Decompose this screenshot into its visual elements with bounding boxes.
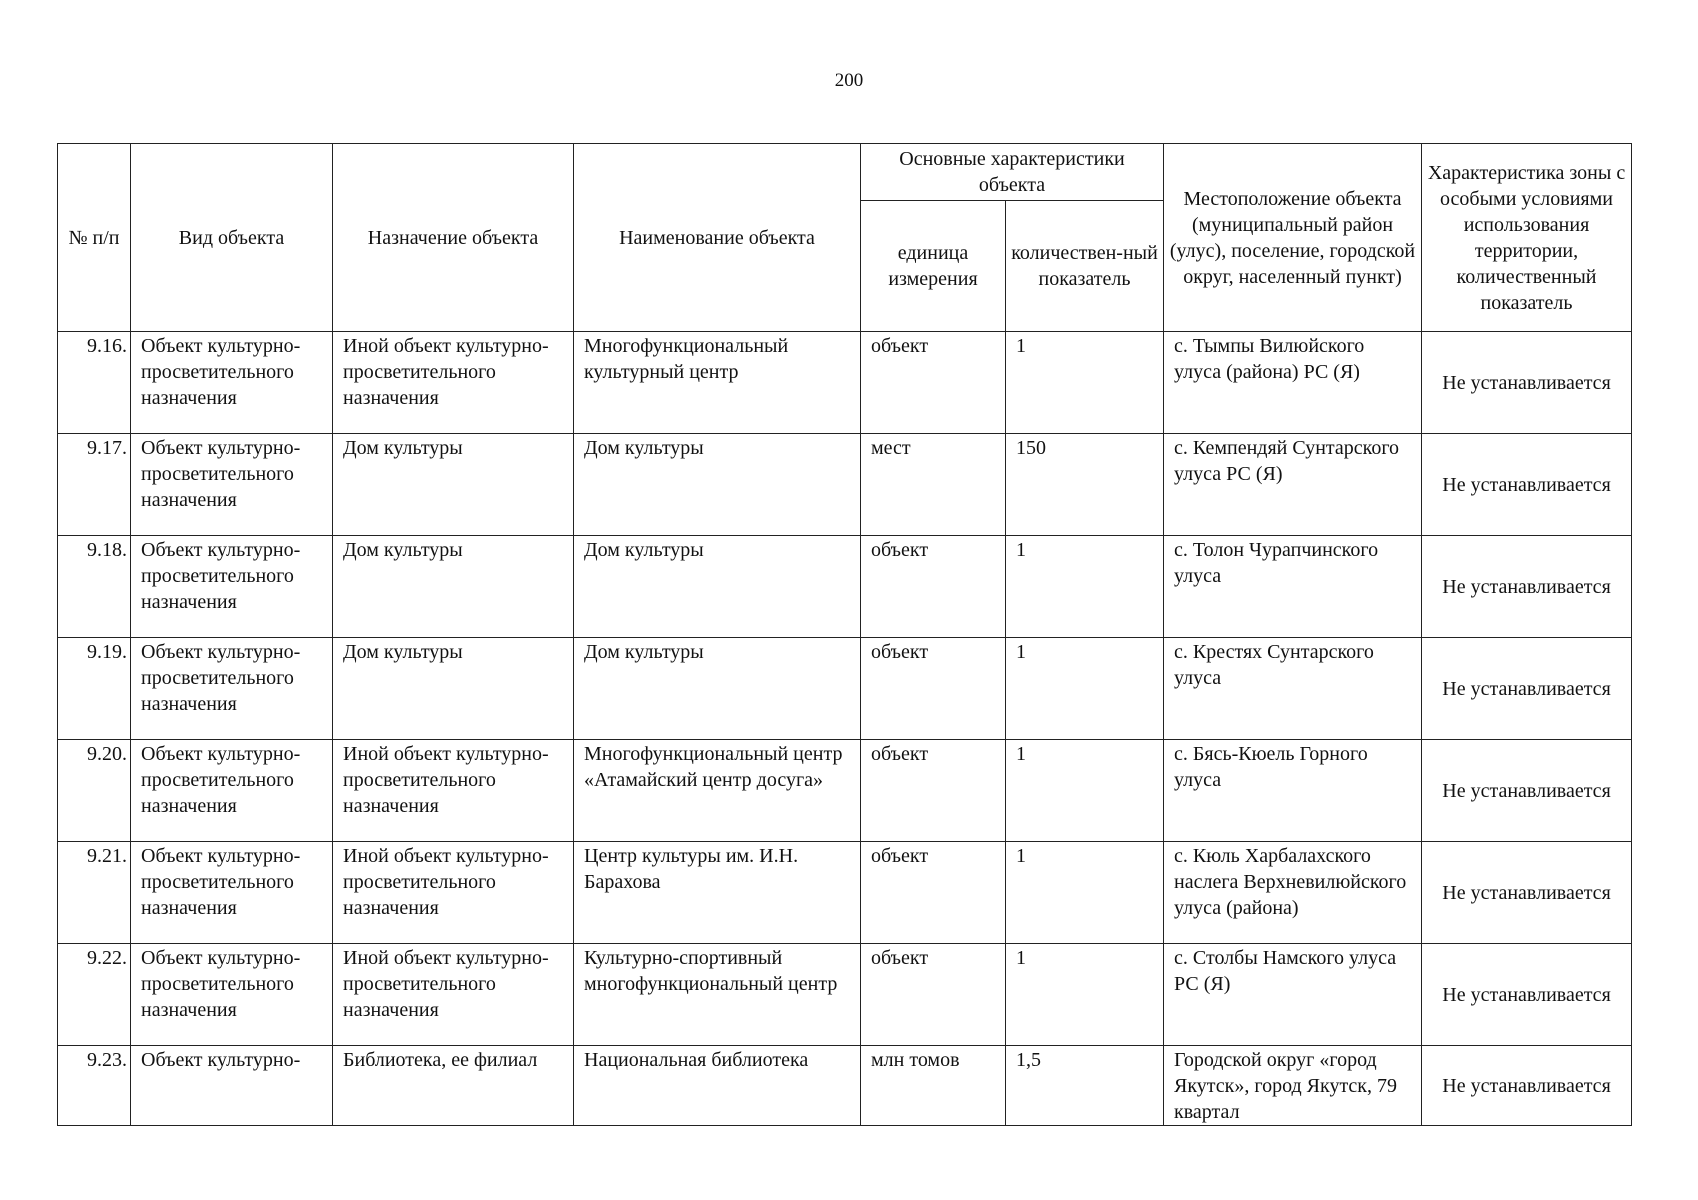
zone-characteristic: Не устанавливается: [1422, 332, 1632, 434]
object-purpose: Дом культуры: [333, 638, 574, 740]
table-row: [58, 536, 1632, 638]
header-quantity: количествен-ный показатель: [1006, 201, 1164, 332]
row-number: 9.17.: [58, 434, 131, 536]
page-number: 200: [834, 70, 864, 91]
row-number: 9.19.: [58, 638, 131, 740]
object-name: Национальная библиотека: [574, 1046, 861, 1126]
object-kind: Объект культурно-: [131, 1046, 333, 1126]
table-row: [58, 638, 1632, 740]
header-unit: единица измерения: [861, 201, 1006, 332]
table-row: [58, 944, 1632, 1046]
object-kind: Объект культурно-просветительного назначения: [131, 944, 333, 1046]
zone-characteristic: Не устанавливается: [1422, 536, 1632, 638]
object-location: с. Тымпы Вилюйского улуса (района) РС (Я): [1164, 332, 1422, 434]
table-row: [58, 434, 1632, 536]
quantity-value: 150: [1006, 434, 1164, 536]
zone-characteristic: Не устанавливается: [1422, 434, 1632, 536]
object-purpose: Дом культуры: [333, 536, 574, 638]
unit-of-measure: объект: [861, 944, 1006, 1046]
object-location: с. Толон Чурапчинского улуса: [1164, 536, 1422, 638]
table-row: [58, 332, 1632, 434]
object-purpose: Иной объект культурно-просветительного назначения: [333, 842, 574, 944]
quantity-value: 1: [1006, 944, 1164, 1046]
object-kind: Объект культурно-просветительного назначения: [131, 536, 333, 638]
zone-characteristic: Не устанавливается: [1422, 638, 1632, 740]
object-purpose: Иной объект культурно-просветительного назначения: [333, 944, 574, 1046]
object-name: Дом культуры: [574, 536, 861, 638]
quantity-value: 1: [1006, 638, 1164, 740]
zone-characteristic: Не устанавливается: [1422, 1046, 1632, 1126]
object-kind: Объект культурно-просветительного назначения: [131, 842, 333, 944]
object-name: Центр культуры им. И.Н. Барахова: [574, 842, 861, 944]
object-purpose: Иной объект культурно-просветительного назначения: [333, 740, 574, 842]
object-name: Многофункциональный центр «Атамайский центр досуга»: [574, 740, 861, 842]
row-number: 9.21.: [58, 842, 131, 944]
header-location: Местоположение объекта (муниципальный район (улус), поселение, городской округ, населенный пункт): [1164, 144, 1422, 332]
object-name: Дом культуры: [574, 638, 861, 740]
object-name: Многофункциональный культурный центр: [574, 332, 861, 434]
row-number: 9.16.: [58, 332, 131, 434]
row-number: 9.20.: [58, 740, 131, 842]
quantity-value: 1,5: [1006, 1046, 1164, 1126]
object-name: Культурно-спортивный многофункциональный центр: [574, 944, 861, 1046]
zone-characteristic: Не устанавливается: [1422, 842, 1632, 944]
header-num: № п/п: [58, 144, 131, 332]
quantity-value: 1: [1006, 740, 1164, 842]
object-location: с. Кюль Харбалахского наслега Верхневилюйского улуса (района): [1164, 842, 1422, 944]
unit-of-measure: объект: [861, 638, 1006, 740]
object-kind: Объект культурно-просветительного назначения: [131, 638, 333, 740]
object-purpose: Иной объект культурно-просветительного назначения: [333, 332, 574, 434]
object-location: с. Кемпендяй Сунтарского улуса РС (Я): [1164, 434, 1422, 536]
unit-of-measure: объект: [861, 740, 1006, 842]
object-kind: Объект культурно-просветительного назначения: [131, 332, 333, 434]
quantity-value: 1: [1006, 842, 1164, 944]
header-main-characteristics: Основные характеристики объекта: [861, 144, 1164, 201]
zone-characteristic: Не устанавливается: [1422, 944, 1632, 1046]
table-row: [58, 740, 1632, 842]
object-purpose: Библиотека, ее филиал: [333, 1046, 574, 1126]
row-number: 9.18.: [58, 536, 131, 638]
object-location: Городской округ «город Якутск», город Якутск, 79 квартал: [1164, 1046, 1422, 1126]
table-body: [58, 332, 1632, 1126]
unit-of-measure: объект: [861, 536, 1006, 638]
quantity-value: 1: [1006, 332, 1164, 434]
zone-characteristic: Не устанавливается: [1422, 740, 1632, 842]
table-header: [58, 144, 1632, 332]
header-kind: Вид объекта: [131, 144, 333, 332]
unit-of-measure: объект: [861, 842, 1006, 944]
object-location: с. Бясь-Кюель Горного улуса: [1164, 740, 1422, 842]
header-purpose: Назначение объекта: [333, 144, 574, 332]
object-kind: Объект культурно-просветительного назначения: [131, 740, 333, 842]
table-row: [58, 1046, 1632, 1126]
quantity-value: 1: [1006, 536, 1164, 638]
row-number: 9.23.: [58, 1046, 131, 1126]
unit-of-measure: объект: [861, 332, 1006, 434]
objects-table: [57, 143, 1632, 1126]
object-name: Дом культуры: [574, 434, 861, 536]
object-purpose: Дом культуры: [333, 434, 574, 536]
unit-of-measure: мест: [861, 434, 1006, 536]
table-row: [58, 842, 1632, 944]
header-zone: Характеристика зоны с особыми условиями использования территории, количественный показатель: [1422, 144, 1632, 332]
object-location: с. Столбы Намского улуса РС (Я): [1164, 944, 1422, 1046]
object-kind: Объект культурно-просветительного назначения: [131, 434, 333, 536]
header-name: Наименование объекта: [574, 144, 861, 332]
unit-of-measure: млн томов: [861, 1046, 1006, 1126]
row-number: 9.22.: [58, 944, 131, 1046]
object-location: с. Крестях Сунтарского улуса: [1164, 638, 1422, 740]
